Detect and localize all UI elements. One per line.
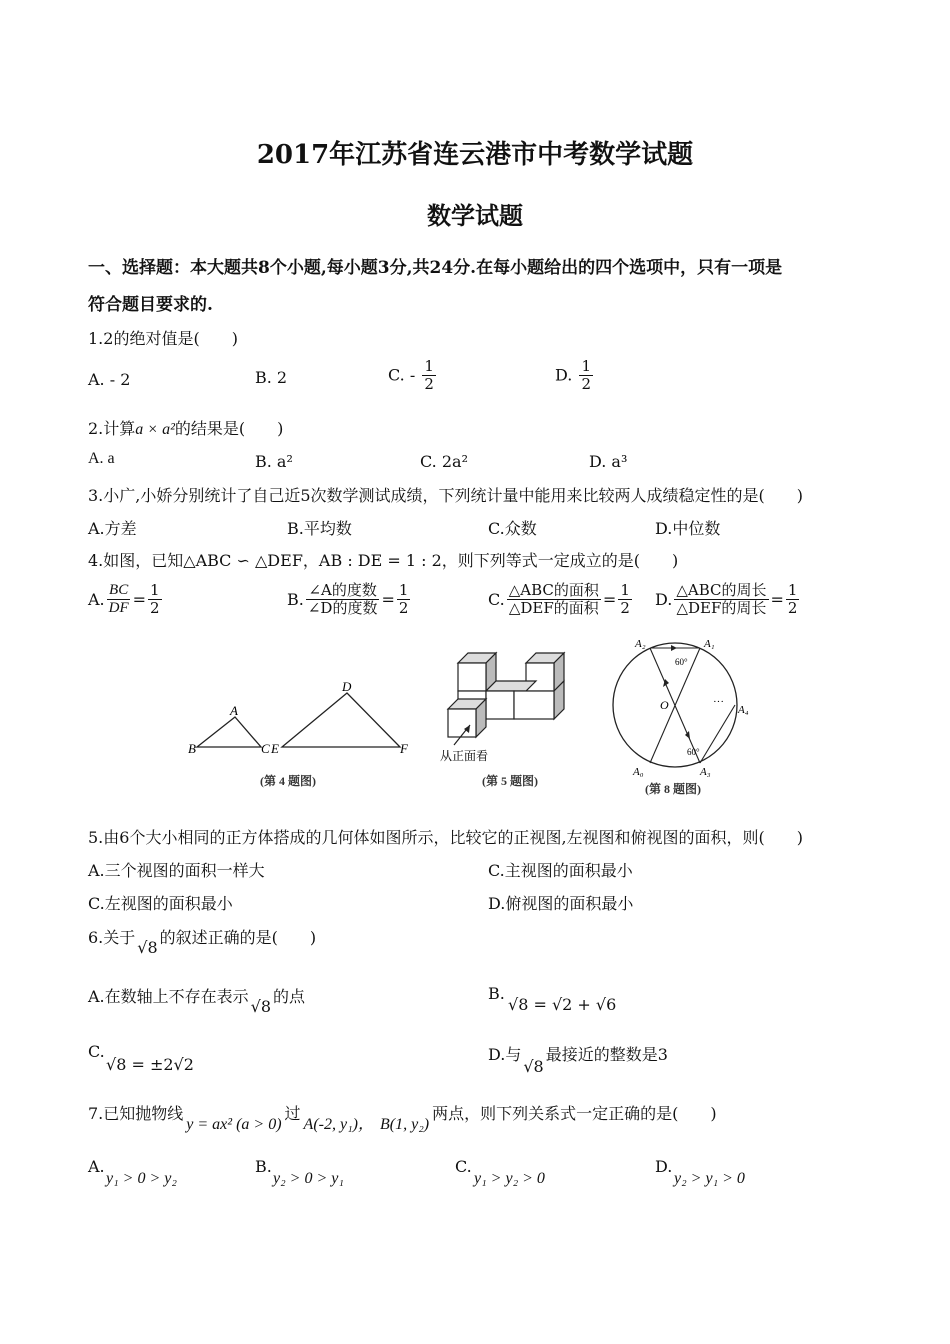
q7-expr3: B(1, y₂) — [379, 1116, 430, 1133]
q2-option-b: B. a² — [255, 452, 293, 471]
q6-stem-expr: √8 — [137, 938, 158, 957]
q4-a-num: BC — [107, 582, 130, 600]
q7-stem — [88, 1101, 717, 1133]
label-a1: A₁ — [704, 638, 715, 650]
label-a2: A₂ — [635, 638, 646, 650]
q2-stem-prefix: 2.计算 — [88, 419, 136, 438]
label-c: C — [261, 741, 270, 756]
q4-b-lhs — [306, 582, 380, 618]
triangle-def — [282, 693, 400, 747]
page-title: 2017年江苏省连云港市中考数学试题 — [256, 140, 694, 170]
q2-option-c: C. 2a² — [420, 452, 468, 471]
q4-b-rhs-num: 1 — [398, 581, 409, 599]
q6-a-suffix: 的点 — [273, 987, 306, 1006]
q4-c-rhs — [618, 582, 632, 618]
q6-d-suffix: 最接近的整数是3 — [545, 1045, 668, 1064]
q1-option-c-fraction — [422, 358, 436, 394]
q2-stem — [88, 416, 283, 439]
q7-option-d: y₂ > y₁ > 0 — [674, 1170, 745, 1187]
q4-c-den: △DEF的面积 — [508, 599, 599, 618]
q3-option-c: C.众数 — [488, 519, 537, 538]
q7-option-d-label: D. — [655, 1157, 673, 1176]
figure-5-cubes — [440, 645, 580, 795]
q6-option-b: √8 = √2 + √6 — [508, 995, 617, 1014]
q4-option-b — [287, 582, 412, 618]
q1-option-c — [388, 358, 438, 394]
q4-a-rhs — [148, 582, 162, 618]
q1-option-b: B. 2 — [255, 368, 288, 387]
q4-a-den: DF — [108, 600, 129, 617]
section-heading-line1: 一、选择题：本大题共8个小题,每小题3分,共24分.在每小题给出的四个选项中，只有一项是 — [88, 258, 783, 278]
q7-option-c-label: C. — [455, 1157, 472, 1176]
label-d: D — [342, 679, 352, 694]
q4-d-lhs — [674, 582, 768, 618]
q3-stem: 3.小广,小娇分别统计了自己近5次数学测试成绩，下列统计量中能用来比较两人成绩稳定性的是( ) — [88, 486, 804, 505]
q4-a-rhs-den: 2 — [150, 599, 160, 618]
q7-stem-prefix: 7.已知抛物线 — [88, 1104, 184, 1123]
q5-option-d: D.俯视图的面积最小 — [488, 894, 634, 913]
figure-4-triangles — [185, 675, 425, 795]
q7-option-c: y₁ > y₂ > 0 — [474, 1170, 545, 1187]
q6-option-d — [488, 1042, 668, 1076]
q1-d-num: 1 — [581, 357, 591, 375]
q4-stem: 4.如图，已知△ABC ∽ △DEF，AB : DE = 1 : 2，则下列等式一定成立的是( ) — [88, 551, 679, 570]
q4-c-eq: = — [602, 590, 617, 610]
q4-a-lhs — [107, 582, 131, 618]
q7-mid: 过 — [284, 1104, 301, 1123]
q4-d-label: D. — [655, 590, 673, 610]
figure-4-caption: (第 4 题图) — [260, 774, 316, 788]
q4-d-eq: = — [770, 590, 784, 610]
q1-option-c-prefix: C. - — [388, 365, 416, 385]
q2-stem-suffix: 的结果是( ) — [174, 419, 284, 438]
q4-a-eq: = — [132, 590, 147, 610]
label-a0: A₀ — [633, 766, 644, 778]
q4-c-lhs — [507, 582, 601, 618]
section-heading-line2: 符合题目要求的. — [88, 295, 213, 315]
q3-option-a: A.方差 — [88, 519, 137, 538]
q1-c-num: 1 — [424, 357, 434, 375]
q6-option-a — [88, 984, 306, 1016]
angle-bottom: 60° — [687, 747, 700, 757]
q6-stem-suffix: 的叙述正确的是( ) — [159, 928, 317, 947]
q4-c-label: C. — [488, 590, 505, 610]
q3-option-b: B.平均数 — [287, 519, 352, 538]
q6-stem — [88, 925, 317, 957]
dots: ··· — [713, 696, 724, 708]
angle-top: 60° — [675, 657, 688, 667]
q4-d-den: △DEF的周长 — [676, 599, 767, 618]
q6-a-expr: √8 — [250, 997, 272, 1016]
q4-option-d — [655, 582, 801, 618]
q1-c-den: 2 — [424, 375, 434, 394]
q2-expr: a × a² — [135, 421, 175, 438]
q4-b-den: ∠D的度数 — [307, 599, 378, 618]
q4-b-num: ∠A的度数 — [308, 581, 377, 599]
page-subtitle: 数学试题 — [427, 201, 523, 230]
q4-b-rhs — [397, 582, 411, 618]
q6-stem-prefix: 6.关于 — [88, 928, 136, 947]
q4-c-rhs-den: 2 — [620, 599, 630, 618]
figure-8-caption: (第 8 题图) — [645, 782, 701, 796]
figure-8-circle — [605, 633, 765, 798]
label-f: F — [400, 741, 408, 756]
q7-option-b-label: B. — [255, 1157, 272, 1176]
figure-5-label: 从正面看 — [440, 749, 489, 763]
q4-d-rhs-num: 1 — [787, 581, 798, 599]
triangle-abc — [197, 717, 261, 747]
q1-d-den: 2 — [581, 375, 591, 394]
q7-expr2: A(-2, y₁)， — [303, 1116, 374, 1133]
q4-c-rhs-num: 1 — [620, 581, 630, 599]
q7-expr1: y = ax² (a > 0) — [186, 1116, 282, 1133]
q5-option-c: C.左视图的面积最小 — [88, 894, 233, 913]
q1-stem: 1.2的绝对值是( ) — [88, 329, 238, 348]
label-a4: A₄ — [738, 704, 749, 716]
q4-d-num: △ABC的周长 — [676, 581, 767, 599]
q4-b-rhs-den: 2 — [398, 599, 409, 618]
q1-option-d-fraction — [579, 358, 593, 394]
q2-option-a: A. a — [88, 450, 115, 467]
q4-option-a — [88, 582, 164, 618]
label-a3: A₃ — [700, 766, 711, 778]
label-a: A — [230, 703, 238, 718]
q7-stem-suffix: 两点，则下列关系式一定正确的是( ) — [432, 1104, 717, 1123]
q4-option-c — [488, 582, 634, 618]
q6-a-prefix: A.在数轴上不存在表示 — [88, 987, 249, 1006]
figure-5-caption: (第 5 题图) — [482, 774, 538, 788]
q4-b-label: B. — [287, 590, 304, 610]
q4-d-rhs-den: 2 — [787, 599, 798, 618]
label-o: O — [660, 698, 669, 712]
label-b: B — [188, 741, 196, 756]
q6-d-expr: √8 — [523, 1057, 544, 1076]
q6-option-c-label: C. — [88, 1042, 105, 1061]
q7-option-a: y₁ > 0 > y₂ — [106, 1170, 177, 1187]
q6-d-prefix: D.与 — [488, 1045, 522, 1064]
q7-option-b: y₂ > 0 > y₁ — [273, 1170, 344, 1187]
q4-a-label: A. — [88, 590, 105, 610]
q1-option-d — [555, 358, 595, 394]
q4-c-num: △ABC的面积 — [508, 581, 599, 599]
q6-option-c: √8 = ±2√2 — [106, 1055, 194, 1074]
q5-option-a: A.三个视图的面积一样大 — [88, 861, 265, 880]
q3-option-d: D.中位数 — [655, 519, 721, 538]
q4-b-eq: = — [381, 590, 395, 610]
q4-a-rhs-num: 1 — [150, 581, 160, 599]
q1-option-a: A. - 2 — [88, 370, 131, 389]
q4-d-rhs — [786, 582, 800, 618]
q5-stem: 5.由6个大小相同的正方体搭成的几何体如图所示，比较它的正视图,左视图和俯视图的面积，则( ) — [88, 828, 804, 847]
label-e: E — [271, 741, 279, 756]
q5-option-b: C.主视图的面积最小 — [488, 861, 633, 880]
q7-option-a-label: A. — [88, 1157, 105, 1176]
q6-option-b-label: B. — [488, 984, 505, 1003]
q1-option-d-prefix: D. — [555, 365, 573, 385]
q2-option-d: D. a³ — [589, 452, 628, 471]
